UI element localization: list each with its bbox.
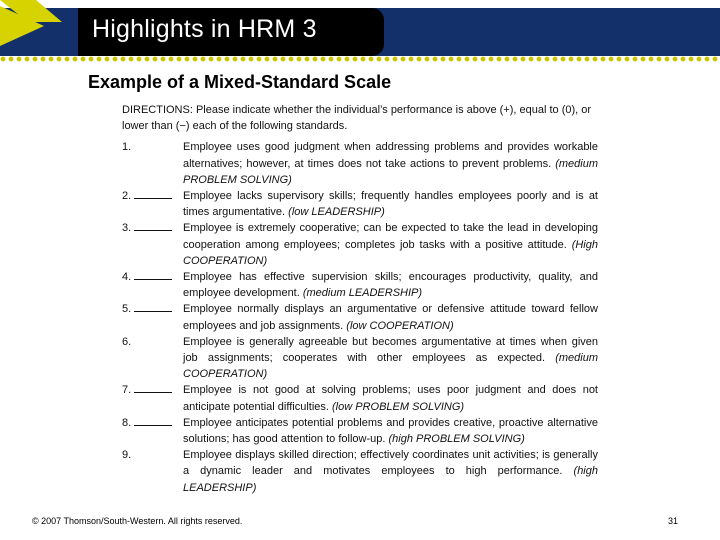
- slide-subtitle: Example of a Mixed-Standard Scale: [88, 72, 392, 92]
- item-tag: (High COOPERATION): [183, 238, 598, 267]
- scale-item: [122, 188, 598, 220]
- item-tag: (low LEADERSHIP): [288, 206, 385, 219]
- rating-blank[interactable]: [134, 301, 172, 312]
- item-text: Employee uses good judgment when addressing problems and provides workable alternatives; however, at times does not take actions to prevent problems.: [183, 141, 598, 170]
- item-text: Employee anticipates potential problems and provides creative, proactive alternative solutions; has good attention to follow-up.: [183, 416, 598, 446]
- scale-item: [122, 220, 598, 269]
- item-text: Employee is not good at solving problems; uses poor judgment and does not anticipate potential difficulties.: [183, 384, 598, 413]
- item-text: Employee is extremely cooperative; can be expected to take the lead in developing cooperation among employees; completes job tasks with a positive attitude.: [183, 222, 598, 251]
- page-number: 31: [667, 516, 678, 526]
- item-number: 7.: [122, 384, 132, 397]
- item-number: 8.: [122, 416, 132, 429]
- item-text: Employee lacks supervisory skills; frequently handles employees poorly and is at times argumentative.: [183, 190, 598, 219]
- item-tag: (high LEADERSHIP): [183, 465, 598, 494]
- rating-blank[interactable]: [134, 188, 172, 199]
- item-text: Employee normally displays an argumentative or defensive attitude toward fellow employees and job assignments.: [183, 303, 598, 332]
- item-tag: (low COOPERATION): [346, 319, 454, 332]
- chevron-logo-icon: [0, 0, 90, 56]
- item-text: Employee has effective supervision skills; encourages productivity, quality, and employee development.: [183, 271, 598, 300]
- item-number: 6.: [122, 335, 132, 348]
- item-text: Employee is generally agreeable but becomes argumentative at times when given job assignments; cooperates with other employees as expected.: [183, 335, 598, 365]
- item-tag: (medium COOPERATION): [183, 352, 599, 381]
- rating-blank[interactable]: [134, 220, 172, 231]
- rating-blank[interactable]: [134, 415, 172, 426]
- item-text: Employee displays skilled direction; effectively coordinates unit activities; is generally a dynamic leader and motivates employees to high performance.: [183, 449, 598, 478]
- item-number: 4.: [122, 271, 132, 284]
- item-number: 5.: [122, 303, 132, 316]
- rating-blank[interactable]: [134, 269, 172, 280]
- item-tag: (medium PROBLEM SOLVING): [183, 157, 598, 186]
- copyright-footer: © 2007 Thomson/South-Western. All rights reserved.: [32, 516, 243, 526]
- scale-item: [122, 334, 598, 383]
- dotted-divider: [0, 56, 720, 64]
- slide-title: Highlights in HRM 3: [92, 15, 317, 43]
- item-number: 1.: [122, 141, 132, 154]
- scale-item: [122, 269, 598, 301]
- item-tag: (medium LEADERSHIP): [302, 287, 423, 300]
- scale-item: [122, 415, 598, 447]
- directions-text: DIRECTIONS: Please indicate whether the individual’s performance is above (+), equal to (0), or lower than (−) each of the following standards.: [122, 104, 592, 133]
- item-tag: (low PROBLEM SOLVING): [332, 400, 465, 413]
- item-number: 3.: [122, 222, 132, 235]
- scale-item: [122, 382, 598, 414]
- item-number: 9.: [122, 449, 132, 462]
- scale-item: [122, 447, 598, 496]
- scale-item: [122, 301, 598, 333]
- scale-item: [122, 139, 598, 188]
- rating-blank[interactable]: [134, 382, 172, 393]
- scale-content: [122, 102, 598, 496]
- item-number: 2.: [122, 190, 132, 203]
- item-tag: (high PROBLEM SOLVING): [388, 433, 525, 446]
